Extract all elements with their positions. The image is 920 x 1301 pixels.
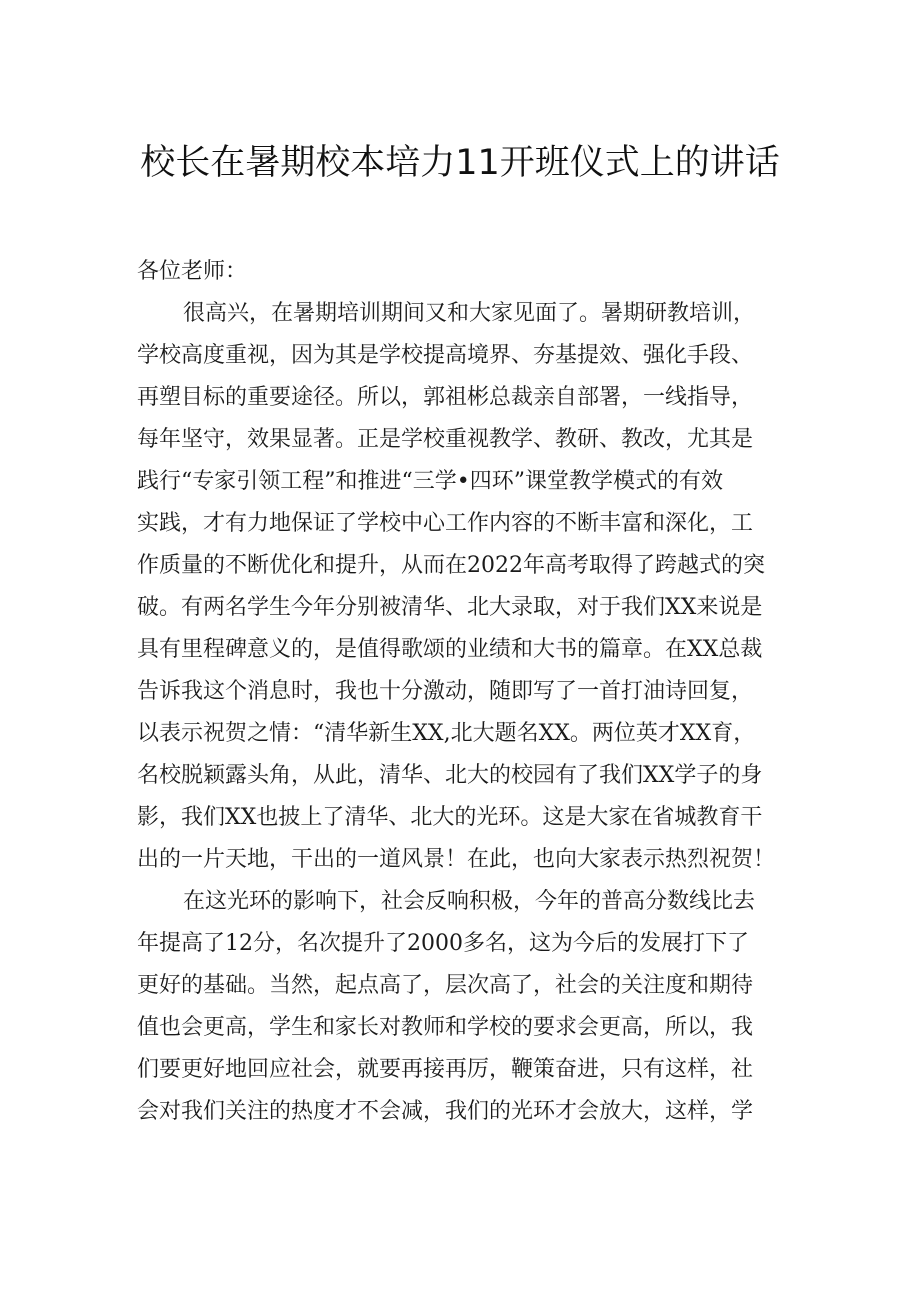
paragraph-2-line-5: 们要更好地回应社会，就要再接再厉，鞭策奋进，只有这样，社 — [137, 1057, 754, 1082]
document-body — [137, 251, 797, 1133]
paragraph-1-line-3: 再塑目标的重要途径。所以，郭祖彬总裁亲自部署，一线指导， — [137, 385, 754, 410]
salutation-line: 各位老师： — [137, 259, 248, 284]
paragraph-2-line-6: 会对我们关注的热度才不会减，我们的光环才会放大，这样，学 — [137, 1099, 754, 1124]
document-title: 校长在暑期校本培力11开班仪式上的讲话 — [140, 143, 780, 183]
paragraph-1-line-9: 具有里程碑意义的，是值得歌颂的业绩和大书的篇章。在XX总裁 — [137, 637, 763, 662]
paragraph-1-line-13: 影，我们XX也披上了清华、北大的光环。这是大家在省城教育干 — [137, 805, 763, 830]
paragraph-1-line-10: 告诉我这个消息时，我也十分激动，随即写了一首打油诗回复， — [137, 679, 754, 704]
paragraph-2-line-1: 在这光环的影响下，社会反响积极，今年的普高分数线比去 — [183, 889, 756, 914]
paragraph-1-line-14: 出的一片天地，干出的一道风景！在此，也向大家表示热烈祝贺！ — [137, 847, 776, 872]
paragraph-1-line-12: 名校脱颖露头角，从此，清华、北大的校园有了我们XX学子的身 — [137, 763, 763, 788]
paragraph-2-line-2: 年提高了12分，名次提升了2000多名，这为今后的发展打下了 — [137, 931, 749, 956]
paragraph-1-line-7: 作质量的不断优化和提升，从而在2022年高考取得了跨越式的突 — [137, 553, 765, 578]
paragraph-1-line-1: 很高兴，在暑期培训期间又和大家见面了。暑期研教培训， — [183, 301, 756, 326]
paragraph-1-line-8: 破。有两名学生今年分别被清华、北大录取，对于我们XX来说是 — [137, 595, 763, 620]
paragraph-2-line-3: 更好的基础。当然，起点高了，层次高了，社会的关注度和期待 — [137, 973, 754, 998]
paragraph-1-line-4: 每年坚守，效果显著。正是学校重视教学、教研、教改，尤其是 — [137, 427, 754, 452]
paragraph-1-line-11: 以表示祝贺之情：“清华新生XX,北大题名XX。两位英才XX育， — [137, 721, 756, 746]
paragraph-1-line-5: 践行“专家引领工程”和推进“三学•四环”课堂教学模式的有效 — [137, 469, 723, 494]
paragraph-1-line-2: 学校高度重视，因为其是学校提高境界、夯基提效、强化手段、 — [137, 343, 754, 368]
paragraph-2-line-4: 值也会更高，学生和家长对教师和学校的要求会更高，所以，我 — [137, 1015, 754, 1040]
paragraph-1-line-6: 实践，才有力地保证了学校中心工作内容的不断丰富和深化，工 — [137, 511, 754, 536]
